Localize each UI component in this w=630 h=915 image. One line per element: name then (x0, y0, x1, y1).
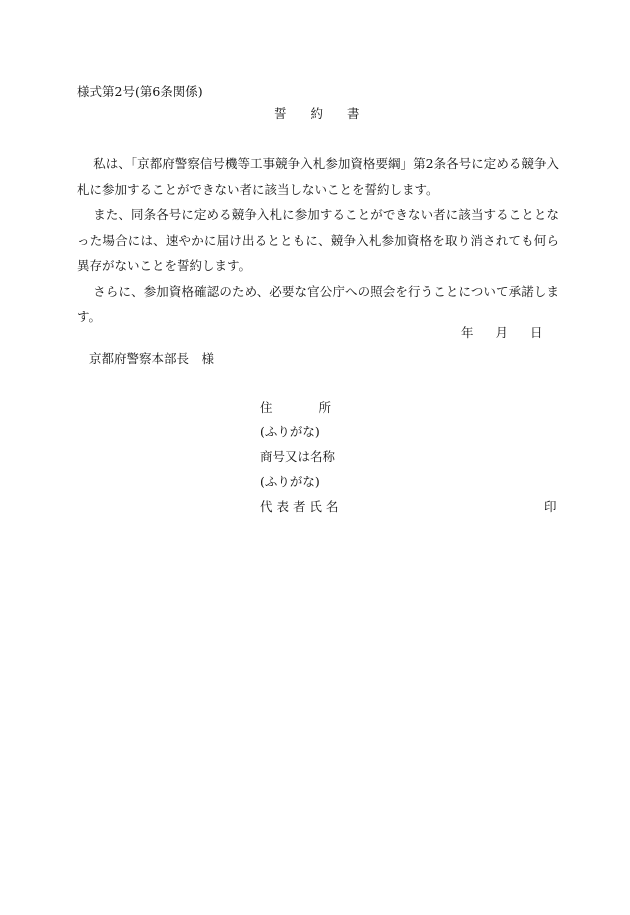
title-char-3: 書 (347, 106, 360, 121)
seal-mark: 印 (544, 499, 557, 514)
company-name-label: 商号又は名称 (260, 449, 336, 464)
date-year-label: 年 (461, 325, 474, 340)
representative-name-label: 代 表 者 氏 名 (260, 499, 339, 514)
address-field-label (260, 402, 331, 415)
paragraph-pledge-not-ineligible: 私は、「京都府警察信号機等工事競争入札参加資格要綱」第2条各号に定める競争入札に参加することができない者に該当しないことを誓約します。 (77, 156, 559, 197)
furigana-label-2: (ふりがな) (260, 474, 320, 489)
date-month-label: 月 (495, 325, 509, 340)
paragraph-consent-inquiry: さらに、参加資格確認のため、必要な官公庁への照会を行うことについて承諾します。 (77, 283, 559, 324)
title-char-2: 約 (310, 106, 324, 121)
address-label-part2: 所 (318, 400, 332, 415)
addressee: 京都府警察本部長 様 (89, 351, 215, 366)
date-day-label: 日 (530, 325, 543, 340)
date-line (461, 327, 543, 340)
address-label-part1: 住 (260, 400, 273, 415)
pledge-body (77, 151, 559, 330)
paragraph-pledge-report: また、同条各号に定める競争入札に参加することができない者に該当することとなった場合には、速やかに届け出るとともに、競争入札参加資格を取り消されても何ら異存がないことを誓約します。 (77, 207, 559, 273)
furigana-label-1: (ふりがな) (260, 424, 320, 439)
document-title (274, 108, 360, 121)
title-char-1: 誓 (274, 106, 287, 121)
form-number: 様式第2号(第6条関係) (77, 84, 203, 99)
